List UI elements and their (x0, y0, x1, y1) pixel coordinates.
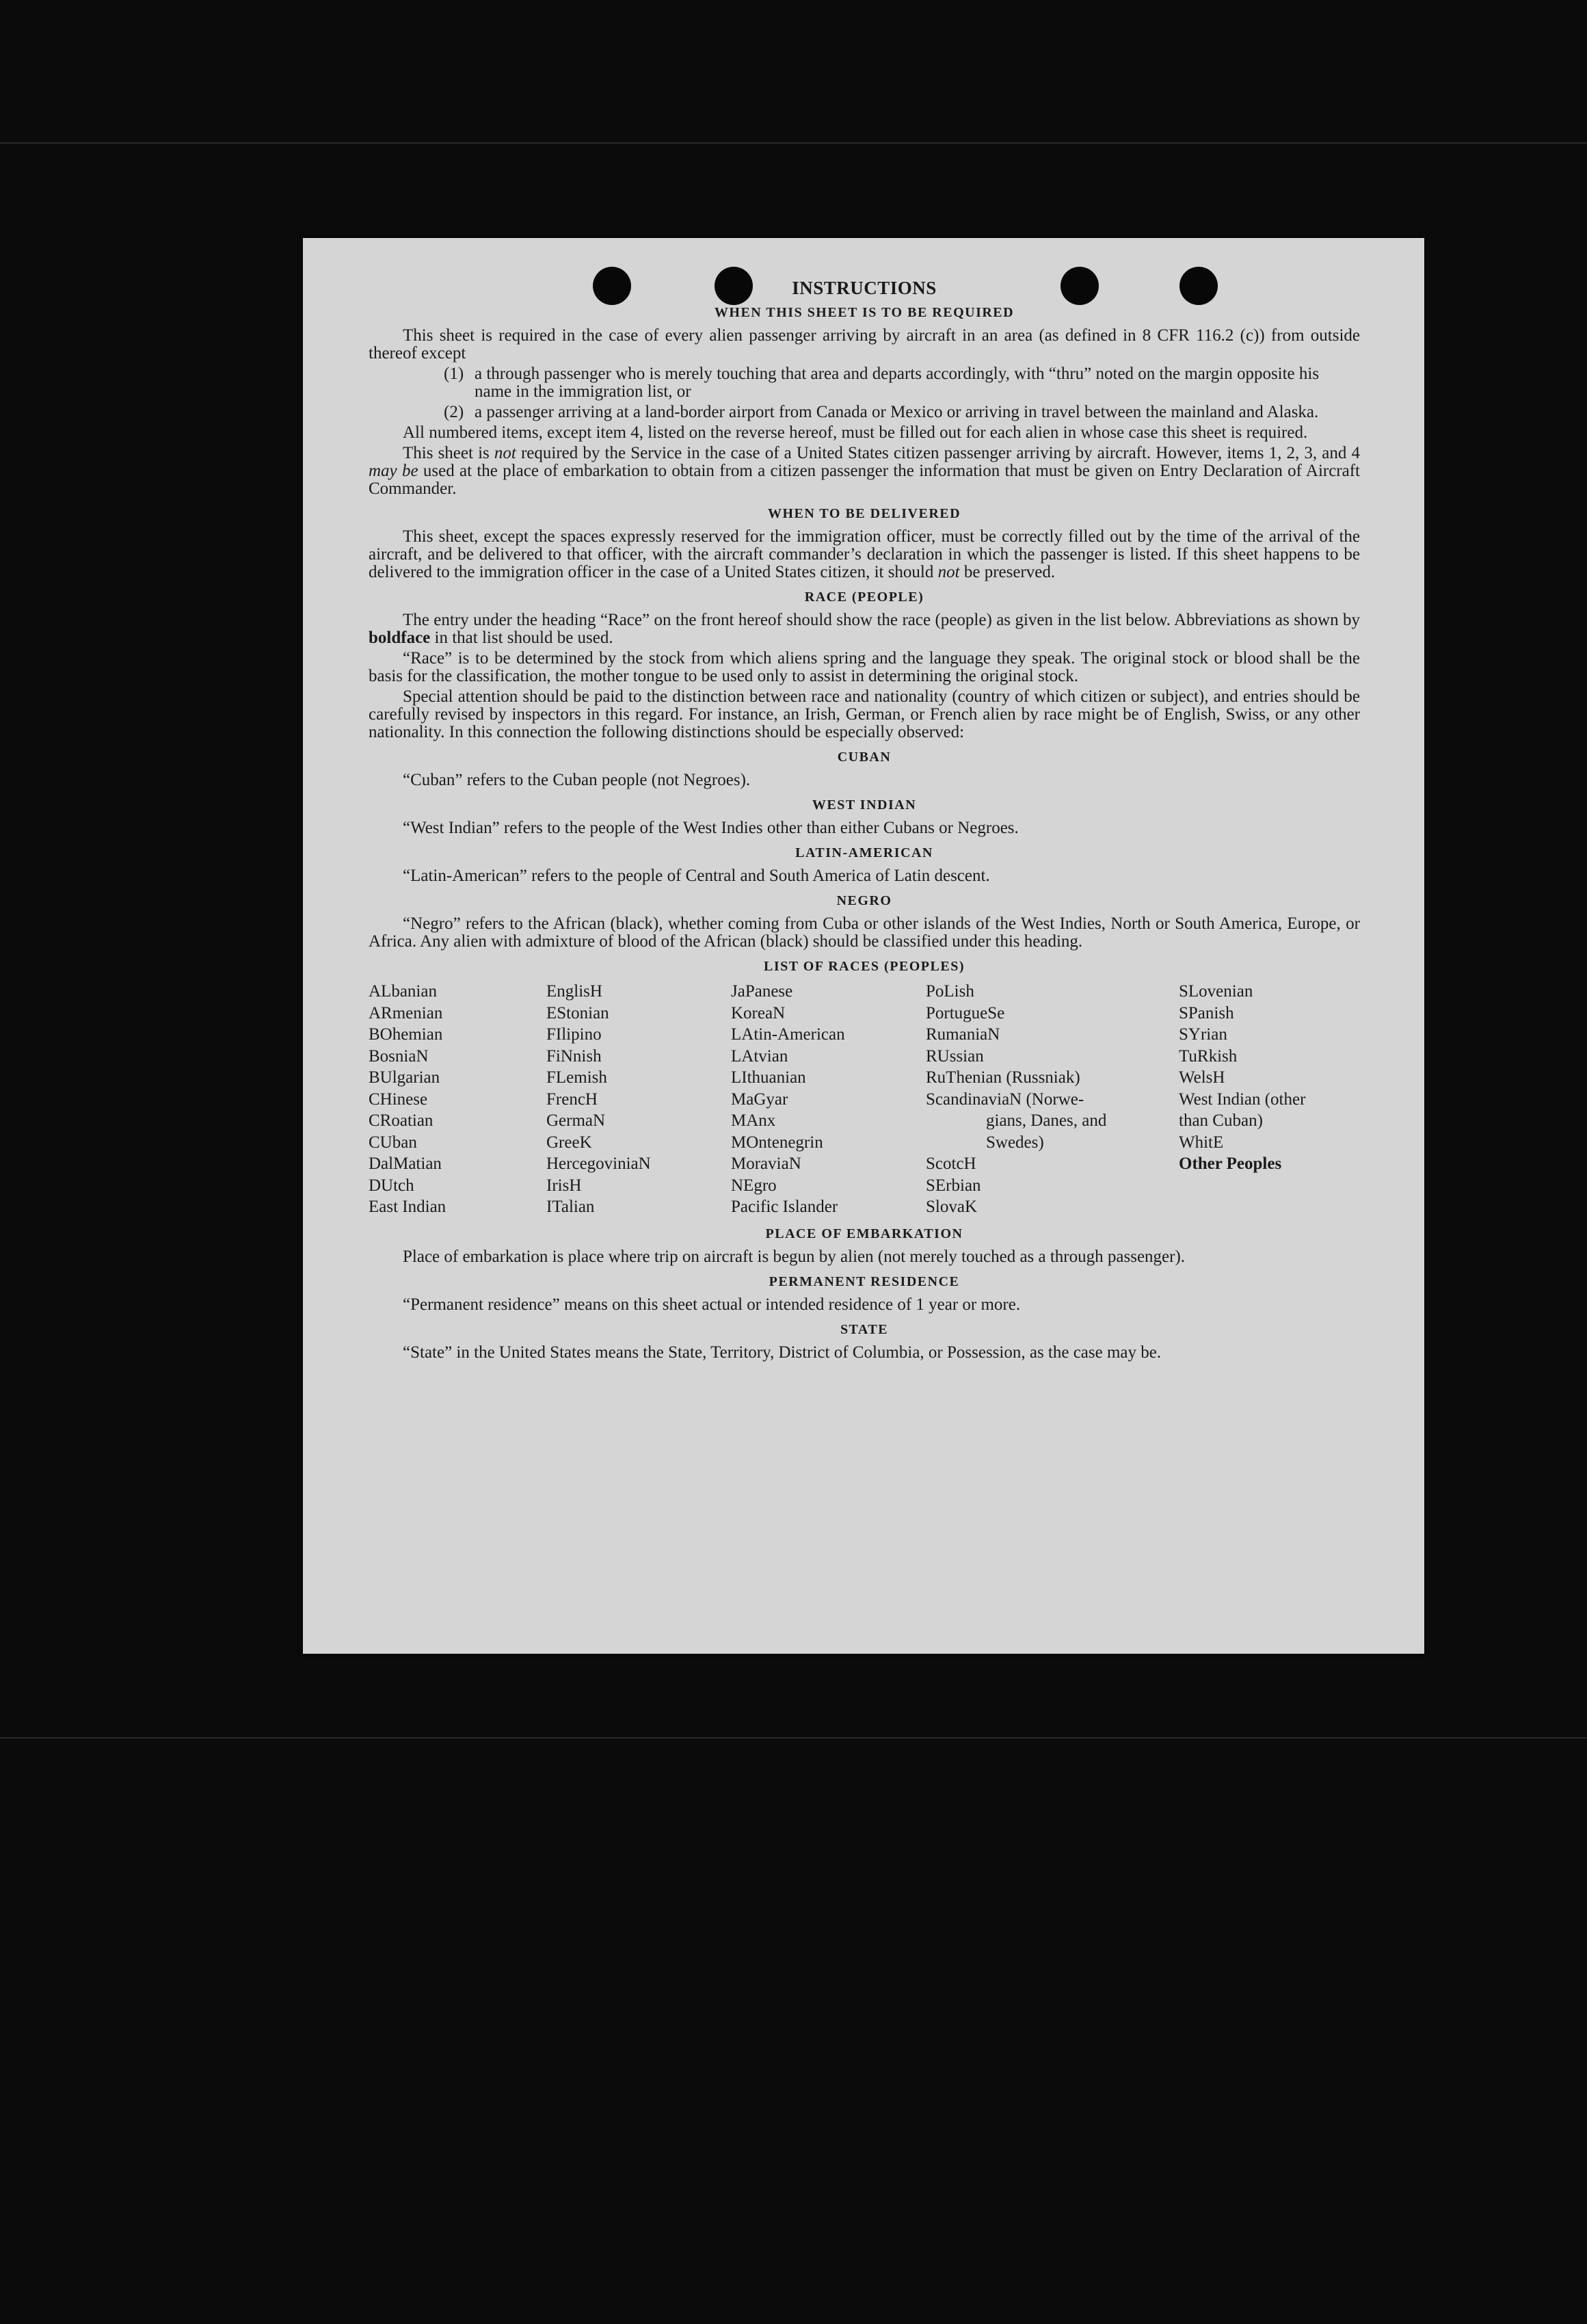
race-entry: CRoatian (369, 1111, 434, 1130)
intro-paragraph: This sheet is required in the case of every alien passenger arriving by aircraft in an area (as defined in 8 CFR 116.2 (c)) from outside thereof except (369, 326, 1360, 362)
race-paragraph-1: The entry under the heading “Race” on the front hereof should show the race (people) as given in the list below. Abbreviations as shown by boldface in that list should be used. (369, 611, 1360, 647)
race-entry: ITalian (546, 1198, 595, 1216)
exception-item-1 (369, 365, 1360, 401)
race-entry: ScandinaviaN (Norwe- (926, 1090, 1084, 1109)
race-entry: BOhemian (369, 1025, 443, 1044)
race-entry: BosniaN (369, 1046, 429, 1066)
heading-state: STATE (840, 1321, 889, 1337)
race-entry: Swedes) (986, 1133, 1044, 1152)
citizen-paragraph: This sheet is not required by the Service in the case of a United States citizen passenger arriving by aircraft. However, items 1, 2, 3, and 4 may be used at the place of embarkation to obtain from a citizen passenger the information that must be given on Entry Declaration of Aircraft Commander. (369, 444, 1361, 498)
race-entry: FIlipino (546, 1025, 602, 1044)
race-entry: MaGyar (731, 1090, 788, 1109)
race-column-4 (926, 981, 1179, 1218)
race-entry: WhitE (1179, 1133, 1224, 1152)
race-entry: RUssian (926, 1046, 984, 1066)
race-entry: WelsH (1179, 1068, 1225, 1087)
numbered-items-paragraph: All numbered items, except item 4, listed on the reverse hereof, must be filled out for each alien in whose case this sheet is required. (403, 423, 1308, 442)
race-column-1 (369, 981, 546, 1218)
heading-race: RACE (PEOPLE) (804, 590, 924, 605)
race-entry: Pacific Islander (731, 1198, 838, 1216)
item-number: (1) (444, 365, 464, 383)
latin-american-definition: “Latin-American” refers to the people of Central and South America of Latin descent. (403, 867, 990, 885)
race-paragraph-3: Special attention should be paid to the distinction between race and nationality (country of which citizen or subject), and entries should be carefully revised by inspectors in this regard. For instance, an Irish, German, or French alien by race might be of English, Swiss, or any other nationality. In this connection the following distinctions should be especially observed: (369, 687, 1360, 741)
race-entry: GreeK (546, 1133, 592, 1152)
heading-latin-american: LATIN-AMERICAN (795, 845, 933, 860)
race-entry: LAtin-American (731, 1025, 845, 1044)
race-entry: BUlgarian (369, 1068, 440, 1087)
negro-definition: “Negro” refers to the African (black), whether coming from Cuba or other islands of the West Indies, North or South America, Europe, or Africa. Any alien with admixture of blood of the African (black) should be classified under this heading. (369, 914, 1360, 951)
item-text: a passenger arriving at a land-border airport from Canada or Mexico or arriving in travel between the mainland and Alaska. (475, 403, 1319, 421)
race-entry: PortugueSe (926, 1003, 1005, 1022)
delivery-paragraph: This sheet, except the spaces expressly reserved for the immigration officer, must be correctly filled out by the time of the arrival of the aircraft, and be delivered to that officer, with the aircraft commander’s declaration in which the passenger is listed. If this sheet happens to be delivered to the immigration officer in the case of a United States citizen, it should not be preserved. (369, 527, 1360, 581)
sheet-content (369, 279, 1360, 1364)
race-column-2 (546, 981, 731, 1218)
exception-item-2 (369, 404, 1360, 421)
race-entry: FLemish (546, 1068, 607, 1087)
race-entry: RuThenian (Russniak) (926, 1068, 1080, 1087)
race-entry: than Cuban) (1179, 1111, 1263, 1130)
cuban-definition: “Cuban” refers to the Cuban people (not Negroes). (403, 771, 751, 789)
race-entry: HercegoviniaN (546, 1154, 651, 1173)
race-entry: KoreaN (731, 1003, 786, 1022)
race-paragraph-2: “Race” is to be determined by the stock from which aliens spring and the language they speak. The original stock or blood shall be the basis for the classification, the mother tongue to be used only to assist in determining the original stock. (369, 649, 1360, 685)
race-entry: GermaN (546, 1111, 606, 1130)
race-entry: CUban (369, 1133, 417, 1152)
heading-negro: NEGRO (836, 893, 892, 908)
race-entry: SPanish (1179, 1003, 1234, 1022)
race-column-3 (731, 981, 926, 1218)
residence-definition: “Permanent residence” means on this sheet actual or intended residence of 1 year or more. (403, 1295, 1021, 1314)
race-entry: West Indian (other (1179, 1090, 1306, 1109)
race-entry: DalMatian (369, 1154, 442, 1173)
film-edge-top (0, 142, 1587, 144)
item-text: a through passenger who is merely touching that area and departs accordingly, with “thru” noted on the margin opposite his name in the immigration list, or (475, 365, 1320, 401)
instruction-sheet (303, 238, 1424, 1654)
race-entry: LIthuanian (731, 1068, 806, 1087)
race-entry: EnglisH (546, 982, 602, 1001)
race-entry: EStonian (546, 1003, 609, 1022)
race-entry: LAtvian (731, 1046, 788, 1066)
race-entry: TuRkish (1179, 1046, 1238, 1066)
race-entry: PoLish (926, 982, 974, 1001)
race-entry: MOntenegrin (731, 1133, 823, 1152)
page-title: INSTRUCTIONS (792, 278, 937, 298)
race-entry: JaPanese (731, 982, 793, 1001)
film-edge-bottom (0, 1737, 1587, 1739)
race-entry: SErbian (926, 1176, 981, 1195)
race-column-5 (1179, 981, 1360, 1218)
heading-permanent-residence: PERMANENT RESIDENCE (769, 1273, 960, 1289)
race-entry: SLovenian (1179, 982, 1253, 1001)
race-entry: MoraviaN (731, 1154, 801, 1173)
race-entry: SlovaK (926, 1198, 977, 1216)
race-entry: Other Peoples (1179, 1154, 1282, 1173)
west-indian-definition: “West Indian” refers to the people of the West Indies other than either Cubans or Negroes. (403, 819, 1019, 837)
heading-when-required: WHEN THIS SHEET IS TO BE REQUIRED (714, 305, 1015, 320)
heading-cuban: CUBAN (837, 750, 892, 765)
race-entry: East Indian (369, 1198, 446, 1216)
heading-west-indian: WEST INDIAN (812, 797, 917, 813)
race-entry: SYrian (1179, 1025, 1227, 1044)
race-entry: MAnx (731, 1111, 776, 1130)
heading-when-delivered: WHEN TO BE DELIVERED (767, 506, 961, 521)
race-entry: ScotcH (926, 1154, 976, 1173)
heading-list-of-races: LIST OF RACES (PEOPLES) (763, 959, 965, 974)
item-number: (2) (444, 403, 464, 421)
state-definition: “State” in the United States means the State, Territory, District of Columbia, or Possession, as the case may be. (403, 1343, 1162, 1362)
race-entry: IrisH (546, 1176, 582, 1195)
embarkation-definition: Place of embarkation is place where trip on aircraft is begun by alien (not merely touched as a through passenger). (403, 1247, 1186, 1266)
race-entry: FiNnish (546, 1046, 602, 1066)
race-entry: FrencH (546, 1090, 598, 1109)
race-list (369, 981, 1360, 1218)
race-entry: ALbanian (369, 982, 437, 1001)
race-entry: ARmenian (369, 1003, 443, 1022)
race-entry: DUtch (369, 1176, 414, 1195)
heading-embarkation: PLACE OF EMBARKATION (765, 1226, 963, 1241)
race-entry: gians, Danes, and (986, 1111, 1107, 1130)
race-entry: CHinese (369, 1090, 428, 1109)
race-entry: RumaniaN (926, 1025, 1000, 1044)
race-entry: NEgro (731, 1176, 777, 1195)
